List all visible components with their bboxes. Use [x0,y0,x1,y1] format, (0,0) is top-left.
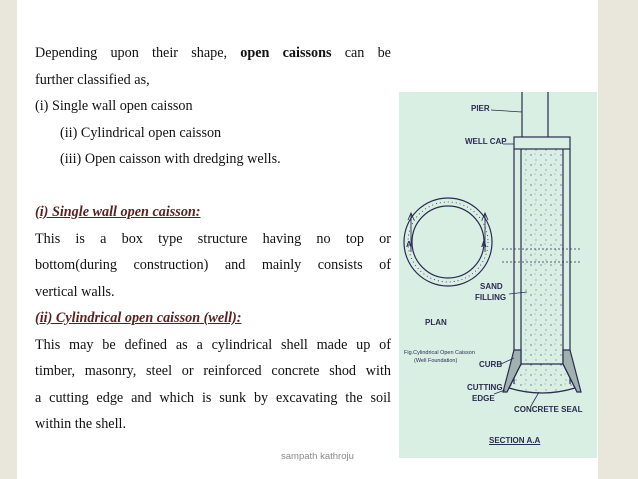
cutting-edge-label-2: EDGE [472,394,495,403]
list-item-1: (i) Single wall open caisson [35,98,193,114]
section-heading-single-wall: (i) Single wall open caisson: [35,204,201,220]
open-caissons-term: open caissons [240,45,332,61]
paragraph-1-line-3: vertical walls. [35,283,115,300]
concrete-seal [509,364,575,393]
curb-label: CURB [479,360,503,369]
left-margin-band [0,0,17,479]
caisson-drawing [399,92,597,458]
section-marker-a-right: A [481,240,487,249]
section-marker-a-left: A [406,240,412,249]
spacer [35,173,391,200]
pier-label: PIER [471,104,490,113]
intro-line: Depending upon their shape, open caissons can be [35,45,391,61]
sand-label-2: FILLING [475,293,507,302]
caisson-figure [399,92,597,458]
right-margin-band [598,0,638,479]
plan-outer-circle [404,198,492,286]
section-heading-cylindrical: (ii) Cylindrical open caisson (well): [35,310,242,326]
paragraph-2-line-4: within the shell. [35,416,127,432]
body-text [35,40,391,438]
list-item-2: (ii) Cylindrical open caisson [60,124,222,141]
figure-caption-2: (Well Foundation) [414,358,458,364]
figure-caption-1: Fig.Cylindrical Open Caisson [404,350,475,356]
sand-filling-area [521,149,563,364]
well-cap-outline [514,137,570,149]
well-cap-label: WELL CAP [465,137,507,146]
paragraph-2-line-1: This may be defined as a cylindrical shell made up of [35,336,391,353]
list-item-3: (iii) Open caisson with dredging wells. [60,151,281,167]
footer-author: sampath kathroju [281,451,354,462]
paragraph-1-line-1: This is a box type structure having no top or [35,230,391,247]
concrete-seal-label: CONCRETE SEAL [514,405,583,414]
plan-inner-circle [412,206,484,278]
sand-label-1: SAND [480,282,503,291]
cutting-edge-label-1: CUTTING [467,383,503,392]
section-label: SECTION A.A [489,436,541,445]
intro-line-2: further classified as, [35,71,150,88]
paragraph-2-line-2: timber, masonry, steel or reinforced concrete shod with [35,363,391,379]
plan-label: PLAN [425,318,447,327]
paragraph-2-line-3: a cutting edge and which is sunk by excavating the soil [35,389,391,406]
paragraph-1-line-2: bottom(during construction) and mainly consists of [35,257,391,273]
